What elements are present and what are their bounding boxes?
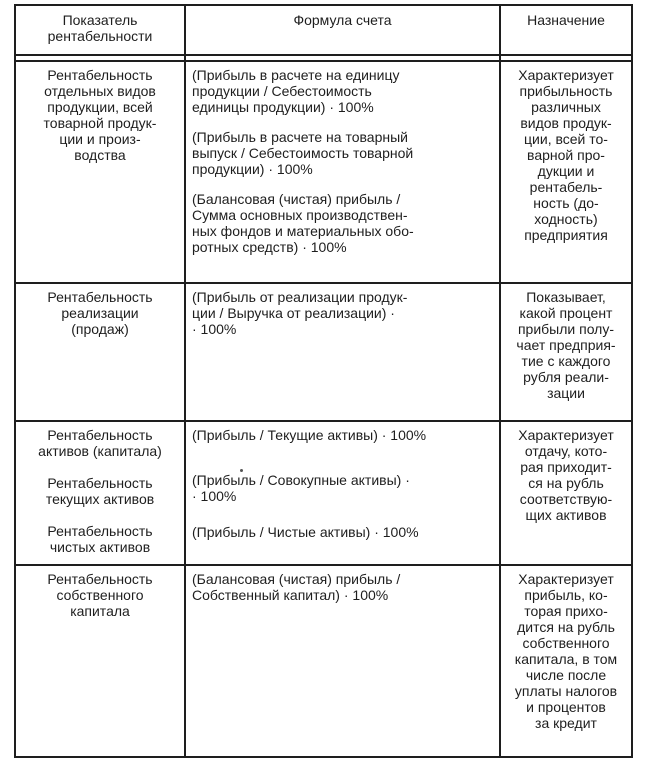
purpose-cell (500, 421, 632, 565)
indicator-cell (15, 283, 185, 421)
purpose-cell (500, 61, 632, 283)
header-indicator (15, 5, 185, 55)
formula-cell (185, 283, 500, 421)
table-row (15, 421, 632, 565)
formula-text: (Прибыль / Совокупные активы) · · 100% (192, 472, 410, 504)
indicator-cell (15, 421, 185, 565)
formula-text: (Прибыль / Текущие активы) · 100% (192, 427, 427, 443)
profitability-table-page (14, 4, 631, 771)
indicator-text: Рентабельность чистых активов (47, 523, 153, 555)
table-row (15, 61, 632, 283)
formula-text: (Балансовая (чистая) прибыль / Собственный капитал) · 100% (192, 571, 401, 603)
formula-cell (185, 565, 500, 757)
indicator-cell (15, 565, 185, 757)
purpose-text: Характеризует прибыльность различных видов продук- ции, всей то- варной про- дукции и рентабель- ность (до- ходность) предприятия (518, 67, 614, 243)
header-formula (185, 5, 500, 55)
formula-text: (Прибыль в расчете на товарный выпуск / Себестоимость товарной продукции) · 100% (192, 129, 414, 177)
formula-text: (Прибыль / Чистые активы) · 100% (192, 524, 419, 540)
header-formula-text: Формула счета (293, 12, 392, 28)
print-speck (240, 469, 243, 472)
indicator-cell (15, 61, 185, 283)
formula-text: (Прибыль от реализации продук- ции / Выручка от реализации) · · 100% (192, 289, 408, 337)
formula-cell (185, 421, 500, 565)
purpose-cell (500, 565, 632, 757)
table-header-row (15, 5, 632, 55)
purpose-text: Характеризует прибыль, ко- торая прихо- дится на рубль собственного капитала, в том числе после уплаты налогов и процентов за кредит (514, 571, 618, 731)
indicator-text: Рентабельность собственного капитала (47, 571, 153, 619)
table-row (15, 283, 632, 421)
purpose-text: Показывает, какой процент прибыли полу- чает предприя- тие с каждого рубля реали- зации (516, 289, 616, 401)
table-row (15, 565, 632, 757)
header-purpose-text: Назначение (527, 12, 605, 28)
header-purpose (500, 5, 632, 55)
formula-text: (Балансовая (чистая) прибыль / Сумма основных производствен- ных фондов и материальных обо- ротных средств) · 100% (192, 191, 414, 255)
indicator-text: Рентабельность активов (капитала) (38, 427, 162, 459)
purpose-text: Характеризует отдачу, кото- рая приходит- ся на рубль соответствую- щих активов (518, 427, 614, 523)
formula-cell (185, 61, 500, 283)
profitability-table (14, 4, 633, 758)
header-indicator-text: Показатель рентабельности (47, 12, 153, 44)
indicator-text: Рентабельность текущих активов (45, 475, 155, 507)
indicator-text: Рентабельность отдельных видов продукции, всей товарной продук- ции и произ- водства (43, 67, 157, 163)
formula-text: (Прибыль в расчете на единицу продукции / Себестоимость единицы продукции) · 100% (192, 67, 400, 115)
indicator-text: Рентабельность реализации (продаж) (47, 289, 153, 337)
purpose-cell (500, 283, 632, 421)
